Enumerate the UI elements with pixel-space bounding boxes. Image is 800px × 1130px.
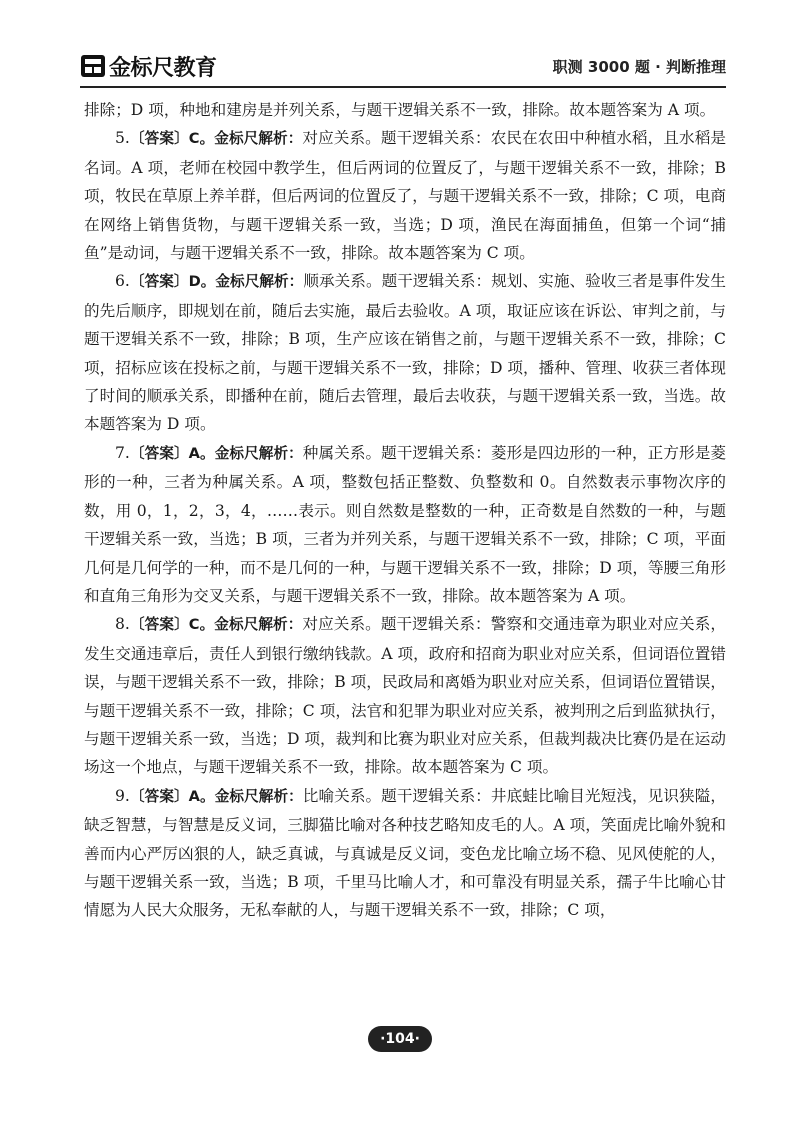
paragraph-text: 比喻关系。题干逻辑关系：井底蛙比喻目光短浅，见识狭隘，缺乏智慧，与智慧是反义词，三脚猫比喻对各种技艺略知皮毛的人。A 项，笑面虎比喻外貌和善而内心严厉凶狠的人，缺乏真诚，与真诚是反义词，变色龙比喻立场不稳、见风使舵的人，与题干逻辑关系一致，当选；B 项，千里马比喻人才，和可靠没有明显关系，孺子牛比喻心甘情愿为人民大众服务，无私奉献的人，与题干逻辑关系不一致，排除；C 项， <box>84 786 726 920</box>
question-number: 7. <box>115 443 130 462</box>
page-header <box>80 50 726 84</box>
answer-paragraph-9 <box>84 782 726 925</box>
brand-logo <box>80 52 217 80</box>
book-title: 职测 3000 题 · 判断推理 <box>552 58 726 76</box>
answer-paragraph-7 <box>84 439 726 610</box>
paragraph-text: 种属关系。题干逻辑关系：菱形是四边形的一种，正方形是菱形的一种，三者为种属关系。A 项，整数包括正整数、负整数和 0。自然数表示事物次序的数，用 0，1，2，3，4，……表示。则自然数是整数的一种，正奇数是自然数的一种，与题干逻辑关系一致，当选；B 项，三者为并列关系，与题干逻辑关系不一致，排除；C 项，平面几何是几何学的一种，而不是几何的一种，与题干逻辑关系不一致，排除；D 项，等腰三角形和直角三角形为交叉关系，与题干逻辑关系不一致，排除。故本题答案为 A 项。 <box>84 443 726 605</box>
brand-name: 金标尺教育 <box>109 55 217 81</box>
question-number: 9. <box>115 786 130 805</box>
brand-logo-icon <box>80 54 106 78</box>
paragraph-text: 对应关系。题干逻辑关系：农民在农田中种植水稻，且水稻是名词。A 项，老师在校园中教学生，但后两词的位置反了，与题干逻辑关系不一致，排除；B 项，牧民在草原上养羊群，但后两词的位置反了，与题干逻辑关系不一致，排除；C 项，电商在网络上销售货物，与题干逻辑关系一致，当选；D 项，渔民在海面捕鱼，但第一个词“捕鱼”是动词，与题干逻辑关系不一致，排除。故本题答案为 C 项。 <box>84 129 726 263</box>
answer-paragraph-8 <box>84 610 726 781</box>
page-number: ·104· <box>368 1026 432 1052</box>
paragraph-text: 对应关系。题干逻辑关系：警察和交通违章为职业对应关系，发生交通违章后，责任人到银行缴纳钱款。A 项，政府和招商为职业对应关系，但词语位置错误，与题干逻辑关系不一致，排除；B 项，民政局和离婚为职业对应关系，但词语位置错误，与题干逻辑关系不一致，排除；C 项，法官和犯罪为职业对应关系，被判刑之后到监狱执行，与题干逻辑关系一致，当选；D 项，裁判和比赛为职业对应关系，但裁判裁决比赛仍是在运动场这一个地点，与题干逻辑关系不一致，排除。故本题答案为 C 项。 <box>84 615 726 777</box>
answer-label: 〔答案〕C。金标尺解析： <box>129 616 303 634</box>
answer-paragraph-5 <box>84 124 726 267</box>
question-number: 8. <box>115 615 130 634</box>
answer-label: 〔答案〕A。金标尺解析： <box>129 787 303 805</box>
page-body <box>84 96 726 925</box>
question-number: 6. <box>115 272 130 291</box>
paragraph-text: 顺承关系。题干逻辑关系：规划、实施、验收三者是事件发生的先后顺序，即规划在前，随后去实施，最后去验收。A 项，取证应该在诉讼、审判之前，与题干逻辑关系不一致，排除；B 项，生产应该在销售之前，与题干逻辑关系不一致，排除；C 项，招标应该在投标之前，与题干逻辑关系不一致，排除；D 项，播种、管理、收获三者体现了时间的顺承关系，即播种在前，随后去管理，最后去收获，与题干逻辑关系一致，当选。故本题答案为 D 项。 <box>84 272 726 434</box>
answer-label: 〔答案〕C。金标尺解析： <box>129 130 303 148</box>
paragraph-text: 排除；D 项，种地和建房是并列关系，与题干逻辑关系不一致，排除。故本题答案为 A 项。 <box>84 101 716 119</box>
header-divider <box>80 86 726 88</box>
answer-paragraph-6 <box>84 267 726 438</box>
question-number: 5. <box>115 129 130 148</box>
answer-label: 〔答案〕A。金标尺解析： <box>129 444 303 462</box>
paragraph-continuation <box>84 96 726 124</box>
answer-label: 〔答案〕D。金标尺解析： <box>129 273 304 291</box>
